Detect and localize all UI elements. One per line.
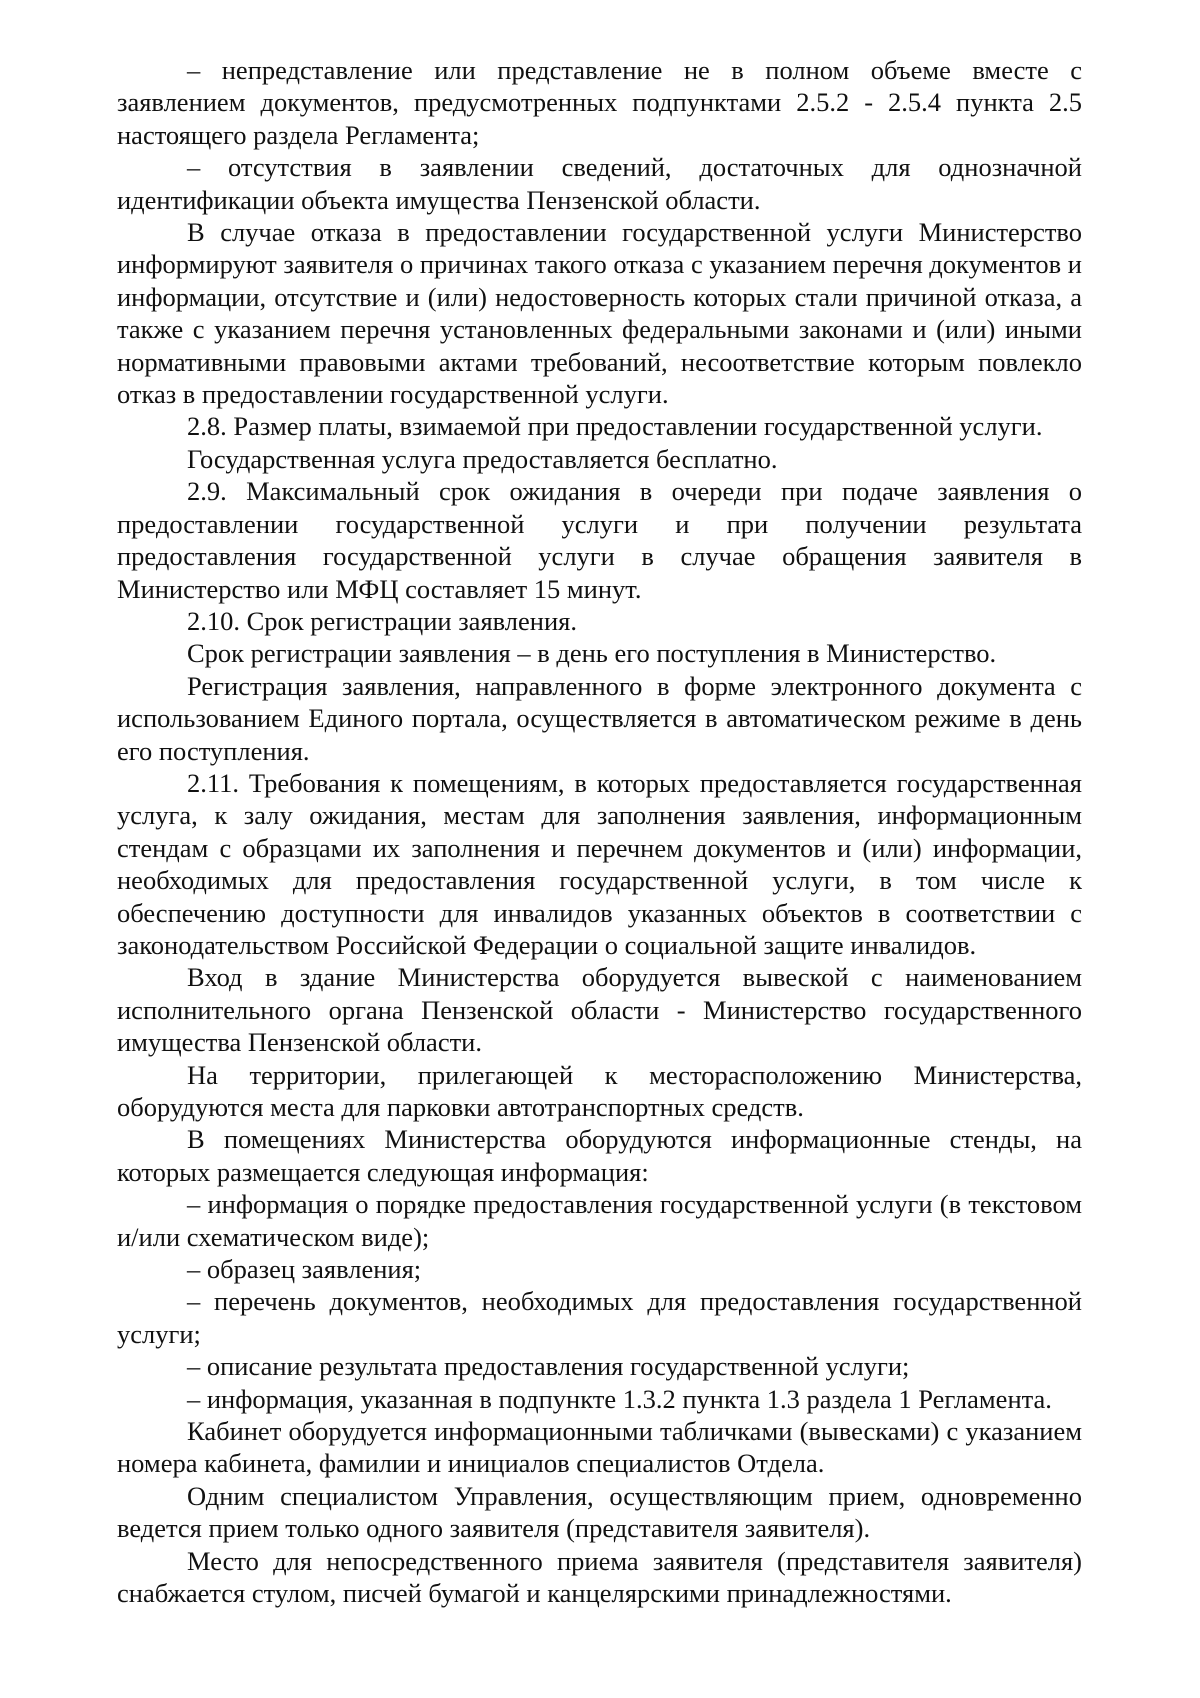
paragraph-4: 2.8. Размер платы, взимаемой при предоставлении государственной услуги. [187,411,1043,442]
paragraph-18: – информация, указанная в подпункте 1.3.2 пункта 1.3 раздела 1 Регламента. [187,1383,1052,1414]
document-page [117,54,1082,1610]
paragraph-7: 2.10. Срок регистрации заявления. [187,605,577,636]
paragraph-5: Государственная услуга предоставляется бесплатно. [187,443,778,474]
paragraph-12: На территории, прилегающей к месторасположению Министерства, оборудуются места для парковки автотранспортных средств. [117,1059,1082,1122]
paragraph-9: Регистрация заявления, направленного в форме электронного документа с использованием Единого портала, осуществляется в автоматическом режиме в день его поступления. [117,670,1082,766]
paragraph-17: – описание результата предоставления государственной услуги; [187,1351,910,1382]
paragraph-6: 2.9. Максимальный срок ожидания в очереди при подаче заявления о предоставлении государственной услуги и при получении результата предоставления государственной услуги в случае обращения заявителя в Министерство или МФЦ составляет 15 минут. [117,476,1082,604]
paragraph-14: – информация о порядке предоставления государственной услуги (в текстовом и/или схематическом виде); [117,1189,1082,1252]
paragraph-2: – отсутствия в заявлении сведений, достаточных для однозначной идентификации объекта имущества Пензенской области. [117,152,1082,215]
paragraph-3: В случае отказа в предоставлении государственной услуги Министерство информируют заявителя о причинах такого отказа с указанием перечня документов и информации, отсутствие и (или) недостоверность которых стали причиной отказа, а также с указанием перечня установленных федеральными законами и (или) иными нормативными правовыми актами требований, несоответствие которым повлекло отказ в предоставлении государственной услуги. [117,217,1082,410]
paragraph-15: – образец заявления; [187,1254,422,1285]
paragraph-1: – непредставление или представление не в полном объеме вместе с заявлением документов, предусмотренных подпунктами 2.5.2 - 2.5.4 пункта 2.5 настоящего раздела Регламента; [117,55,1082,150]
paragraph-21: Место для непосредственного приема заявителя (представителя заявителя) снабжается стулом, писчей бумагой и канцелярскими принадлежностями. [117,1545,1082,1609]
paragraph-19: Кабинет оборудуется информационными табличками (вывесками) с указанием номера кабинета, фамилии и инициалов специалистов Отдела. [117,1416,1082,1479]
paragraph-11: Вход в здание Министерства оборудуется вывеской с наименованием исполнительного органа Пензенской области - Министерство государственного имущества Пензенской области. [117,962,1082,1058]
paragraph-8: Срок регистрации заявления – в день его поступления в Министерство. [187,638,997,669]
paragraph-20: Одним специалистом Управления, осуществляющим прием, одновременно ведется прием только одного заявителя (представителя заявителя). [117,1480,1082,1544]
paragraph-16: – перечень документов, необходимых для предоставления государственной услуги; [117,1286,1082,1349]
paragraph-13: В помещениях Министерства оборудуются информационные стенды, на которых размещается следующая информация: [117,1124,1082,1187]
paragraph-10: 2.11. Требования к помещениям, в которых предоставляется государственная услуга, к залу ожидания, местам для заполнения заявления, информационным стендам с образцами их заполнения и перечнем документов и (или) информации, необходимых для предоставления государственной услуги, в том числе к обеспечению доступности для инвалидов указанных объектов в соответствии с законодательством Российской Федерации о социальной защите инвалидов. [117,767,1082,960]
